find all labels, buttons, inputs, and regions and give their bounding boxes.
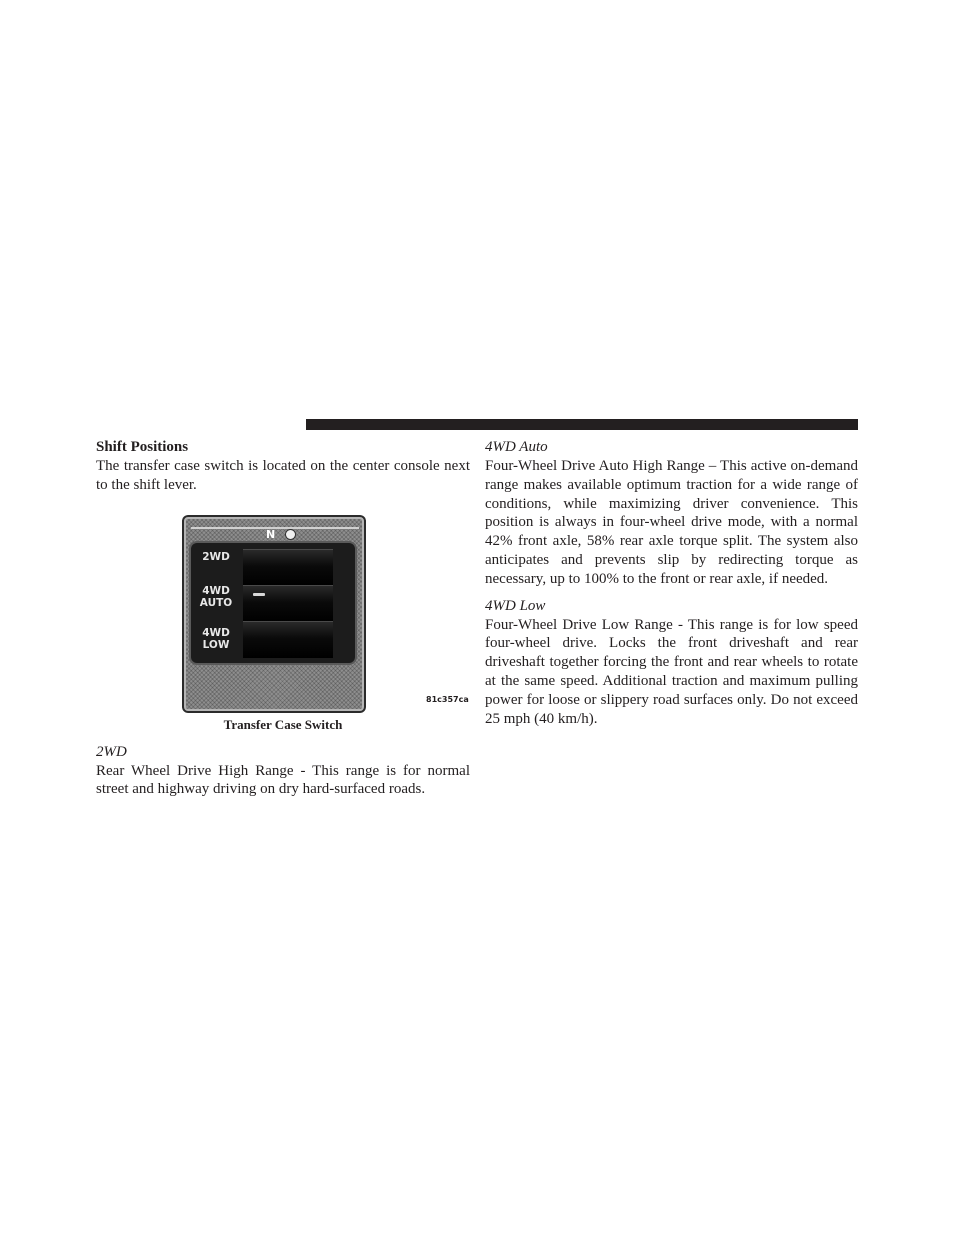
knob-indicator-line (253, 593, 265, 596)
section-header-bar (306, 419, 858, 430)
low-heading: 4WD Low (485, 597, 546, 614)
twowd-text: Rear Wheel Drive High Range - This range is for normal street and highway driving on dry hard-surfaced roads. (96, 762, 470, 798)
position-label-4wd-auto (197, 585, 235, 609)
position-label-4wd-low-line1: 4WD (202, 626, 230, 639)
position-label-2wd: 2WD (202, 550, 230, 563)
figure-code: 81c357ca (426, 694, 469, 704)
transfer-case-switch-figure (96, 495, 470, 743)
twowd-heading: 2WD (96, 743, 127, 760)
position-label-4wd-auto-line1: 4WD (202, 584, 230, 597)
auto-text: Four-Wheel Drive Auto High Range – This active on-demand range makes available optimum traction for a wide range of conditions, while maximizing driver convenience. This position is always in four-wheel drive mode, with a normal 42% front axle, 58% rear axle torque split. The system also anticipates and prevents slip by redirecting torque as necessary, up to 100% to the front or rear axle, if needed. (485, 458, 858, 587)
knob-ridge-middle (243, 585, 333, 622)
left-column (96, 438, 470, 799)
shift-positions-heading: Shift Positions (96, 439, 189, 455)
auto-heading: 4WD Auto (485, 439, 548, 455)
figure-caption: Transfer Case Switch (223, 716, 343, 732)
transfer-case-switch-illustration (182, 515, 366, 713)
rotary-knob (243, 549, 333, 657)
shift-positions-text: The transfer case switch is located on the center console next to the shift lever. (96, 458, 470, 493)
knob-ridge-top (243, 549, 333, 586)
position-label-4wd-low (197, 627, 235, 651)
low-text: Four-Wheel Drive Low Range - This range is for low speed four-wheel drive. Locks the front driveshaft and rear driveshaft together forcing the front and rear wheels to rotate at the same speed. Additional traction and maximum pulling power for loose or slippery road surfaces only. Do not exceed 25 mph (40 km/h). (485, 616, 858, 727)
right-column (485, 438, 858, 728)
switch-bezel (191, 543, 355, 663)
neutral-label: N (266, 527, 276, 541)
position-label-4wd-auto-line2: AUTO (199, 596, 233, 609)
paragraph-gap (485, 589, 858, 597)
position-label-4wd-low-line2: LOW (202, 638, 230, 651)
neutral-indicator-icon (286, 530, 295, 539)
knob-ridge-bottom (243, 621, 333, 658)
